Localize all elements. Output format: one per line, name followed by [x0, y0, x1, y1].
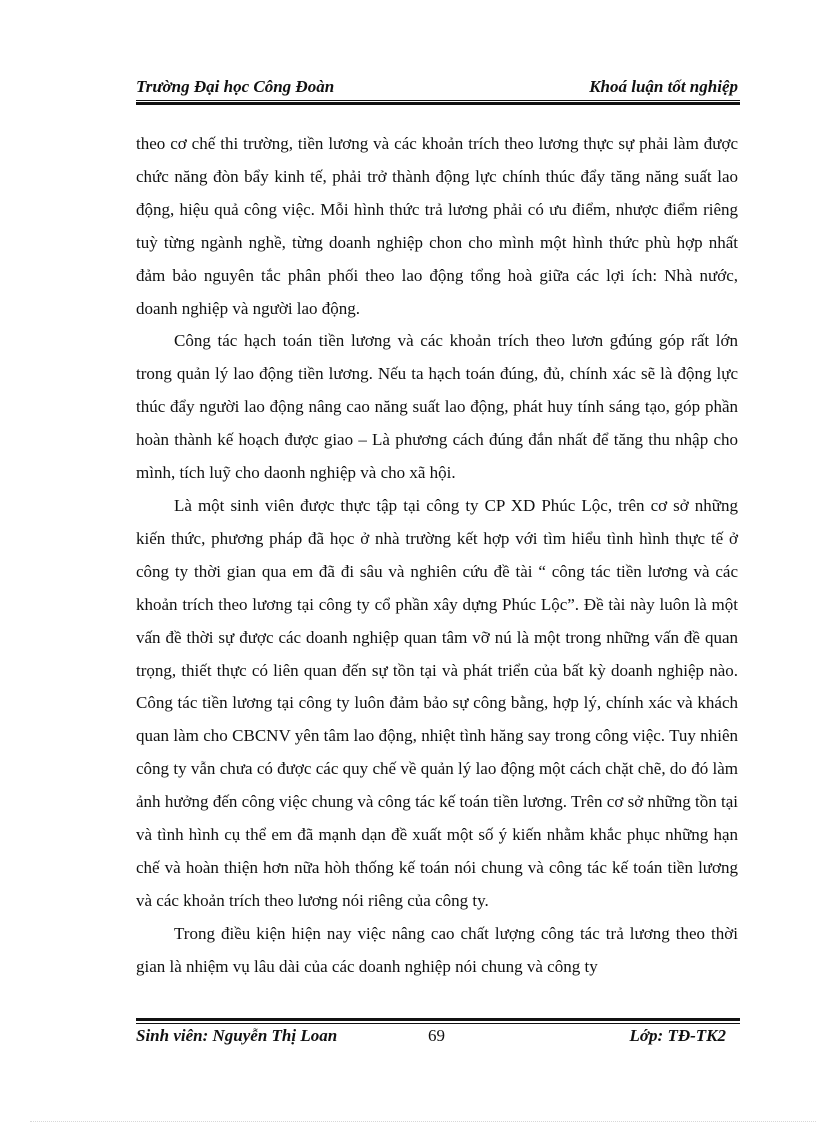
header-school: Trường Đại học Công Đoàn	[136, 77, 335, 96]
footer-class: Lớp: TĐ-TK2	[629, 1026, 726, 1045]
header-rule-thin	[136, 100, 740, 101]
page-header	[136, 74, 738, 98]
footer-student: Sinh viên: Nguyễn Thị Loan	[136, 1026, 338, 1045]
page-footer	[136, 1026, 740, 1050]
page-number: 69	[428, 1026, 445, 1045]
header-rule-thick	[136, 102, 740, 105]
paragraph-4: Trong điều kiện hiện nay việc nâng cao chất lượng công tác trả lương theo thời gian là nhiệm vụ lâu dài của các doanh nghiệp nói chung và công ty	[136, 923, 738, 976]
paragraph-2: Công tác hạch toán tiền lương và các khoản trích theo lươn gđúng góp rất lớn trong quản lý lao động tiền lương. Nếu ta hạch toán đúng, đủ, chính xác sẽ là động lực thúc đẩy người lao động nâng cao năng suất lao động, phát huy tính sáng tạo, góp phần hoàn thành kế hoạch được giao – Là phương cách đúng đắn nhất để tăng thu nhập cho mình, tích luỹ cho daonh nghiệp và cho xã hội.	[136, 331, 738, 483]
paragraph-1: theo cơ chế thi trường, tiền lương và các khoản trích theo lương thực sự phải làm được chức năng đòn bẩy kinh tế, phải trở thành động lực chính thúc đẩy tăng năng suất lao động, hiệu quả công việc. Mỗi hình thức trả lương phải có ưu điểm, nhược điểm riêng tuỳ từng ngành nghề, từng doanh nghiệp chon cho mình một hình thức phù hợp nhất đảm bảo nguyên tắc phân phối theo lao động tổng hoà giữa các lợi ích: Nhà nước, doanh nghiệp và người lao động.	[136, 134, 738, 318]
footer-rule-thick	[136, 1018, 740, 1021]
footer-rule-thin	[136, 1023, 740, 1024]
body-text	[136, 128, 738, 984]
paragraph-3: Là một sinh viên được thực tập tại công ty CP XD Phúc Lộc, trên cơ sở những kiến thức, phương pháp đã học ở nhà trường kết hợp với tìm hiểu tình hình thực tế ở công ty thời gian qua em đã đi sâu và nghiên cứu đề tài “ công tác tiền lương và các khoản trích theo lương tại công ty cổ phần xây dựng Phúc Lộc”. Đề tài này luôn là một vấn đề thời sự được các doanh nghiệp quan tâm vỡ nú là một trong những vấn đề quan trọng, thiết thực có liên quan đến sự tồn tại và phát triển của bất kỳ doanh nghiệp nào. Công tác tiền lương tại công ty luôn đảm bảo sự công bằng, hợp lý, chính xác và khách quan làm cho CBCNV yên tâm lao động, nhiệt tình hăng say trong công việc. Tuy nhiên công ty vẫn chưa có được các quy chế về quản lý lao động một cách chặt chẽ, do đó làm ảnh hưởng đến công việc chung và công tác kế toán tiền lương. Trên cơ sở những tồn tại và tình hình cụ thể em đã mạnh dạn đề xuất một số ý kiến nhằm khắc phục những hạn chế và hoàn thiện hơn nữa hòh thống kế toán nói chung và công tác kế toán tiền lương và các khoản trích theo lương nói riêng của công ty.	[136, 495, 738, 910]
header-doc-type: Khoá luận tốt nghiệp	[589, 77, 738, 96]
